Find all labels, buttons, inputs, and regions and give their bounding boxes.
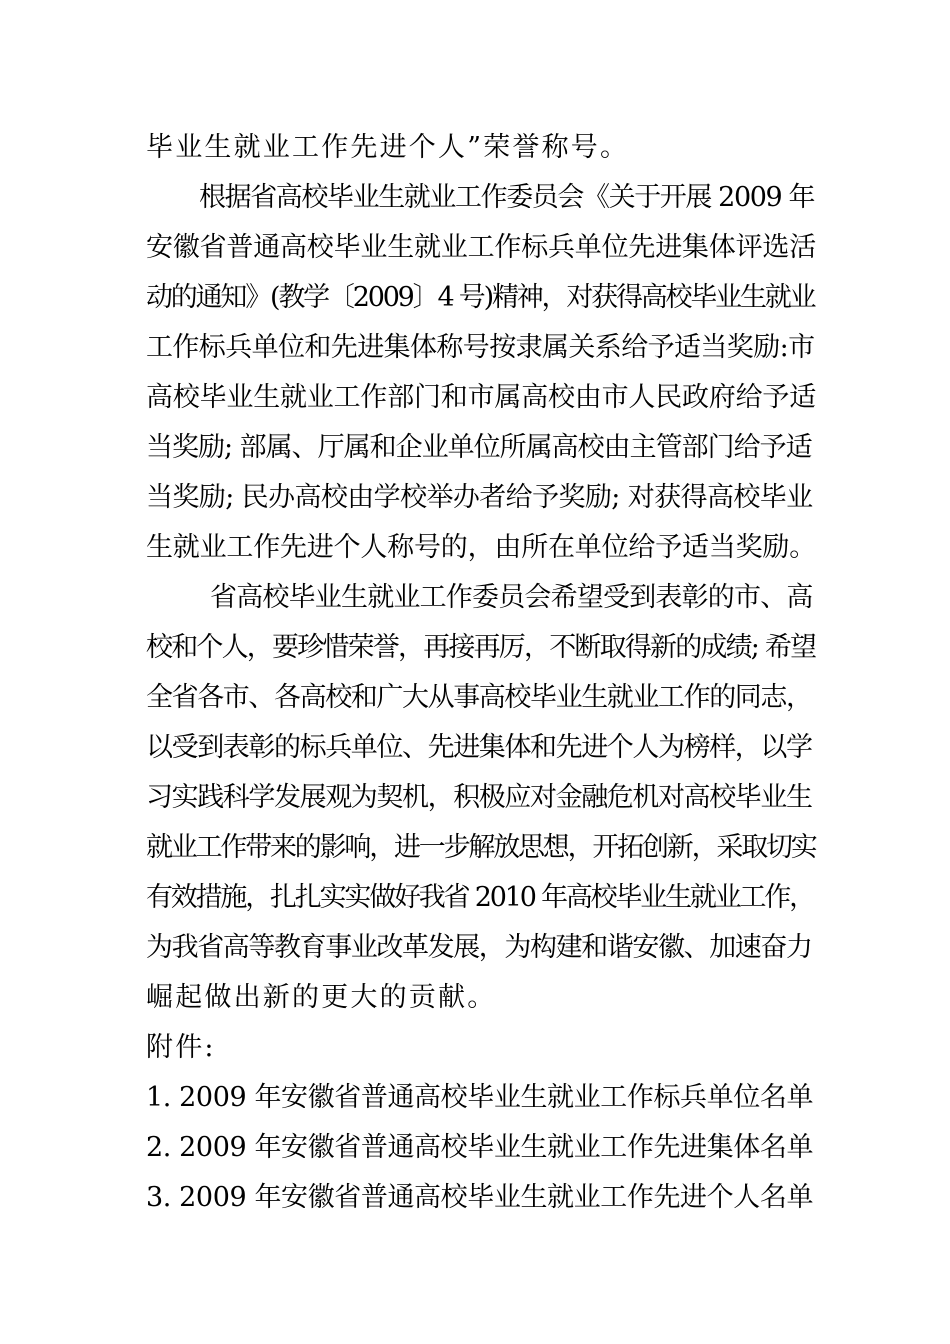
text-line: 安徽省普通高校毕业生就业工作标兵单位先进集体评选活 — [146, 232, 816, 263]
text-line: 习实践科学发展观为契机，积极应对金融危机对高校毕业生 — [146, 782, 812, 813]
text-line: 当奖励; 民办高校由学校举办者给予奖励; 对获得高校毕业 — [146, 482, 813, 513]
text-line: 以受到表彰的标兵单位、先进集体和先进个人为榜样，以学 — [146, 732, 812, 763]
text-line: 当奖励; 部属、厅属和企业单位所属高校由主管部门给予适 — [146, 432, 812, 463]
attachment-item: 1. 2009 年安徽省普通高校毕业生就业工作标兵单位名单 — [146, 1082, 814, 1113]
attachment-item: 2. 2009 年安徽省普通高校毕业生就业工作先进集体名单 — [146, 1132, 814, 1163]
text-line: 全省各市、各高校和广大从事高校毕业生就业工作的同志， — [146, 682, 812, 713]
attachment-item: 3. 2009 年安徽省普通高校毕业生就业工作先进个人名单 — [146, 1182, 814, 1213]
text-line: 崛起做出新的更大的贡献。 — [146, 982, 497, 1013]
text-line: 就业工作带来的影响，进一步解放思想，开拓创新，采取切实 — [146, 832, 816, 863]
paragraph-1-start: 根据省高校毕业生就业工作委员会《关于开展 2009 年 — [199, 182, 815, 213]
text-line: 有效措施，扎扎实实做好我省 2010 年高校毕业生就业工作， — [146, 882, 814, 913]
text-line: 校和个人，要珍惜荣誉，再接再厉，不断取得新的成绩; 希望 — [146, 632, 816, 663]
text-line: 生就业工作先进个人称号的，由所在单位给予适当奖励。 — [146, 532, 816, 563]
text-line: 工作标兵单位和先进集体称号按隶属关系给予适当奖励:市 — [146, 332, 815, 363]
paragraph-2-start: 省高校毕业生就业工作委员会希望受到表彰的市、高 — [210, 582, 813, 613]
text-line: 毕业生就业工作先进个人”荣誉称号。 — [146, 132, 630, 163]
text-line: 动的通知》(教学〔2009〕4 号)精神，对获得高校毕业生就业 — [146, 282, 815, 313]
text-line: 高校毕业生就业工作部门和市属高校由市人民政府给予适 — [146, 382, 816, 413]
text-line: 为我省高等教育事业改革发展，为构建和谐安徽、加速奋力 — [146, 932, 812, 963]
attachments-heading: 附件: — [146, 1032, 216, 1063]
